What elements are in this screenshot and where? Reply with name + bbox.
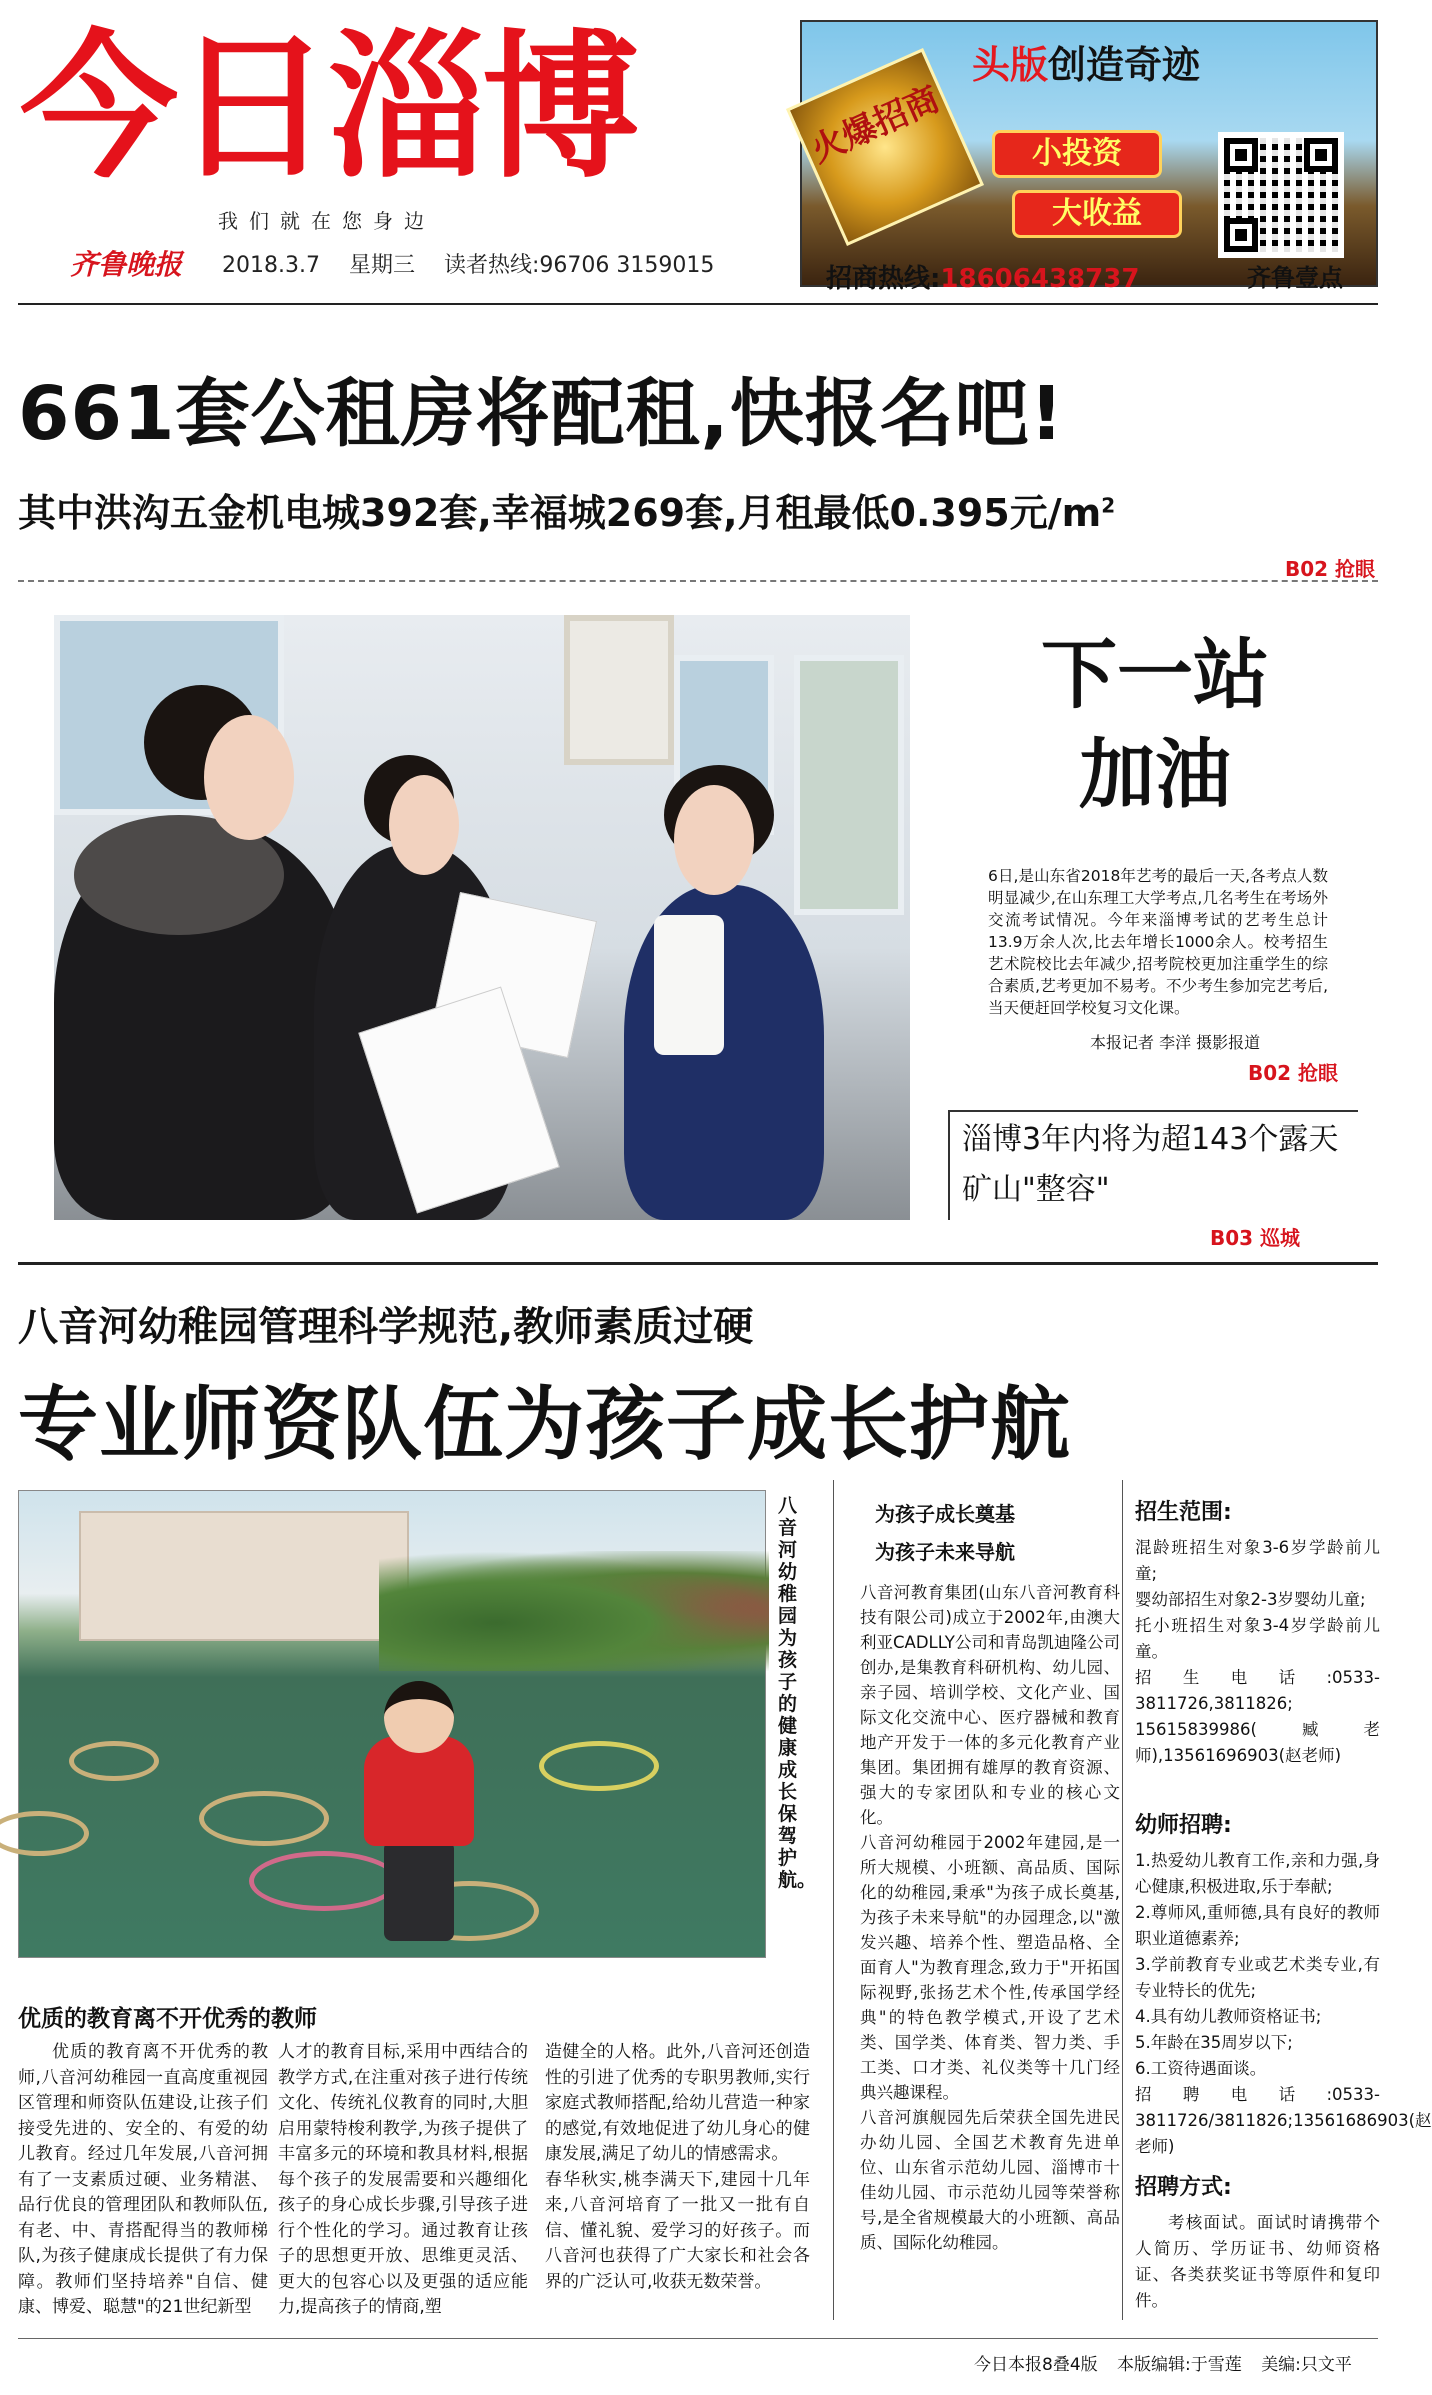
- section-heading: 优质的教育离不开优秀的教师: [18, 2006, 317, 2032]
- article-column-4: 八音河教育集团(山东八音河教育科技有限公司)成立于2002年,由澳大利亚CADLLY公司和青岛凯迪隆公司创办,是集教育科研机构、幼儿园、亲子园、培训学校、文化产业、国际文化交流中心、医疗器械和教育地产开发于一体的多元化教育产业集团。集团拥有雄厚的教育资源、强大的专家团队和专业的核心文化。 八音河幼稚园于2002年建园,是一所大规模、小班额、高品质、国际化的幼稚园,秉承"为孩子成长奠基,为孩子未来导航"的办园理念,以"激发兴趣、培养个性、塑造品格、全面育人"为教育理念,致力于"开拓国际视野,张扬艺术个性,传承国学经典"的特色教学模式,开设了艺术类、国学类、体育类、智力类、手工类、口才类、礼仪类等十几门经典兴趣课程。 八音河旗舰园先后荣获全国先进民办幼儿园、全国艺术教育先进单位、山东省示范幼儿园、淄博市十佳幼儿园、市示范幼儿园等荣誉称号,是全省规模最大的小班额、高品质、国际化幼稚园。: [860, 1583, 1120, 2252]
- method-heading: 招聘方式:: [1135, 2175, 1232, 2200]
- photo-story-credit: 本报记者 李洋 摄影报道: [1090, 1033, 1261, 1052]
- lead-subheadline-text: 其中洪沟五金机电城392套,幸福城269套,月租最低0.395元/m: [18, 491, 1102, 535]
- lead-subheadline-sup: 2: [1101, 493, 1116, 518]
- footer-pages: 今日本报8叠4版: [974, 2355, 1098, 2375]
- photo-story-title-line2: 加油: [1079, 730, 1231, 819]
- enroll-heading: 招生范围:: [1135, 1500, 1232, 1525]
- ad-pill-invest: 小投资: [992, 130, 1162, 178]
- photo-story-body: 6日,是山东省2018年艺考的最后一天,各考点人数明显减少,在山东理工大学考点,几名考生在考场外交流考试情况。今年来淄博考试的艺考生总计13.9万余人次,比去年增长1000余人。校考招生艺术院校比去年减少,招考院校更加注重学生的综合素质,艺考更加不易考。不少考生参加完艺考后,当天便赶回学校复习文化课。: [988, 867, 1328, 1017]
- teaser-text[interactable]: 淄博3年内将为超143个露天矿山"整容": [962, 1122, 1339, 1207]
- section-divider: [18, 1262, 1378, 1265]
- masthead-logo: 今日淄博: [20, 16, 636, 200]
- ad-badge: 火爆招商: [786, 48, 984, 246]
- article-column-3: 造健全的人格。此外,八音河还创造性的引进了优秀的专职男教师,实行家庭式教师搭配,给幼儿营造一种家的感觉,有效地促进了幼儿身心的健康发展,满足了幼儿的情感需求。 春华秋实,桃李满天下,建园十几年来,八音河培育了一批又一批有自信、懂礼貌、爱学习的好孩子。而八音河也获得了广大家长和社会各界的广泛认可,收获无数荣誉。: [545, 2042, 810, 2292]
- teaser-page-tag[interactable]: B03 巡城: [1210, 1226, 1301, 1250]
- divider: [18, 303, 1378, 305]
- masthead-slogan: 我们就在您身边: [218, 209, 435, 233]
- footer-design: 美编:只文平: [1261, 2355, 1352, 2375]
- enroll-text: 混龄班招生对象3-6岁学龄前儿童; 婴幼部招生对象2-3岁婴幼儿童; 托小班招生对象3-4岁学龄前儿童。 招生电话:0533-3811726,3811826; 15615839986(臧老师),13561696903(赵老师): [1135, 1538, 1380, 1765]
- issue-weekday: 星期三: [348, 253, 415, 278]
- method-text: 考核面试。面试时请携带个人简历、学历证书、幼师资格证、各类获奖证书等原件和复印件。: [1135, 2213, 1380, 2310]
- ad-hotline: [826, 258, 1139, 295]
- ad-title: [972, 34, 1200, 89]
- photo-story-title[interactable]: [990, 625, 1320, 825]
- exam-photo: [54, 615, 910, 1220]
- ad-title-red: 头版: [972, 42, 1049, 87]
- ad-pill-return: 大收益: [1012, 190, 1182, 238]
- reader-hotline: 读者热线:96706 3159015: [443, 253, 715, 278]
- qr-code-icon: [1218, 132, 1344, 258]
- photo-caption: 八音河幼稚园为孩子的健康成长保驾护航。: [778, 1495, 817, 1891]
- hire-heading: 幼师招聘:: [1135, 1813, 1232, 1838]
- issue-date: 2018.3.7: [222, 253, 320, 278]
- ad-hotline-label: 招商热线:: [826, 264, 941, 294]
- footer: [960, 2350, 1352, 2375]
- article-column-1: 优质的教育离不开优秀的教师,八音河幼稚园一直高度重视园区管理和师资队伍建设,让孩子们接受先进的、安全的、有爱的幼儿教育。经过几年发展,八音河拥有了一支素质过硬、业务精湛、品行优良的管理团队和教师队伍,有老、中、青搭配得当的教师梯队,为孩子健康成长提供了有力保障。教师们坚持培养"自信、健康、博爱、聪慧"的21世纪新型: [18, 2042, 268, 2317]
- mid-heading: [875, 1495, 1015, 1571]
- lead-page-tag[interactable]: B02 抢眼: [1285, 557, 1376, 581]
- lead-subheadline: [18, 482, 1115, 537]
- footer-divider: [18, 2338, 1378, 2339]
- photo-story-page-tag[interactable]: B02 抢眼: [1248, 1061, 1339, 1085]
- brand-logo: 齐鲁晚报: [70, 248, 183, 281]
- article-column-2: 人才的教育目标,采用中西结合的教学方式,在注重对孩子进行传统文化、传统礼仪教育的同时,大胆启用蒙特梭利教学,为孩子提供了丰富多元的环境和教具材料,根据每个孩子的发展需要和兴趣细化孩子的身心成长步骤,引导孩子进行个性化的学习。通过教育让孩子的思想更开放、思维更灵活、更大的包容心以及更强的适应能力,提高孩子的情商,塑: [278, 2042, 528, 2317]
- mid-heading-line1: 为孩子成长奠基: [875, 1502, 1015, 1526]
- photo-story-title-line1: 下一站: [1041, 630, 1269, 719]
- ad-title-rest: 创造奇迹: [1048, 42, 1201, 87]
- column-divider: [833, 1480, 834, 2320]
- footer-editor: 本版编辑:于雪莲: [1117, 2355, 1242, 2375]
- kindergarten-photo: [18, 1490, 766, 1958]
- ad-banner[interactable]: [800, 20, 1378, 294]
- date-line: [222, 248, 736, 279]
- mid-heading-line2: 为孩子未来导航: [875, 1540, 1015, 1564]
- feature-kicker: 八音河幼稚园管理科学规范,教师素质过硬: [18, 1304, 754, 1350]
- dashed-divider: [18, 580, 1378, 582]
- hire-text: 1.热爱幼儿教育工作,亲和力强,身心健康,积极进取,乐于奉献; 2.尊师风,重师德,具有良好的教师职业道德素养; 3.学前教育专业或艺术类专业,有专业特长的优先; 4.具有幼儿教师资格证书; 5.年龄在35周岁以下; 6.工资待遇面谈。 招聘电话:0533-3811726/3811826;13561686903(赵老师): [1135, 1851, 1432, 2156]
- ad-brand: 齐鲁壹点: [1247, 264, 1343, 292]
- column-divider-2: [1122, 1480, 1123, 2320]
- lead-headline[interactable]: 661套公租房将配租,快报名吧!: [18, 371, 1065, 457]
- feature-headline[interactable]: 专业师资队伍为孩子成长护航: [18, 1378, 1071, 1471]
- ad-hotline-number: 18606438737: [940, 264, 1140, 294]
